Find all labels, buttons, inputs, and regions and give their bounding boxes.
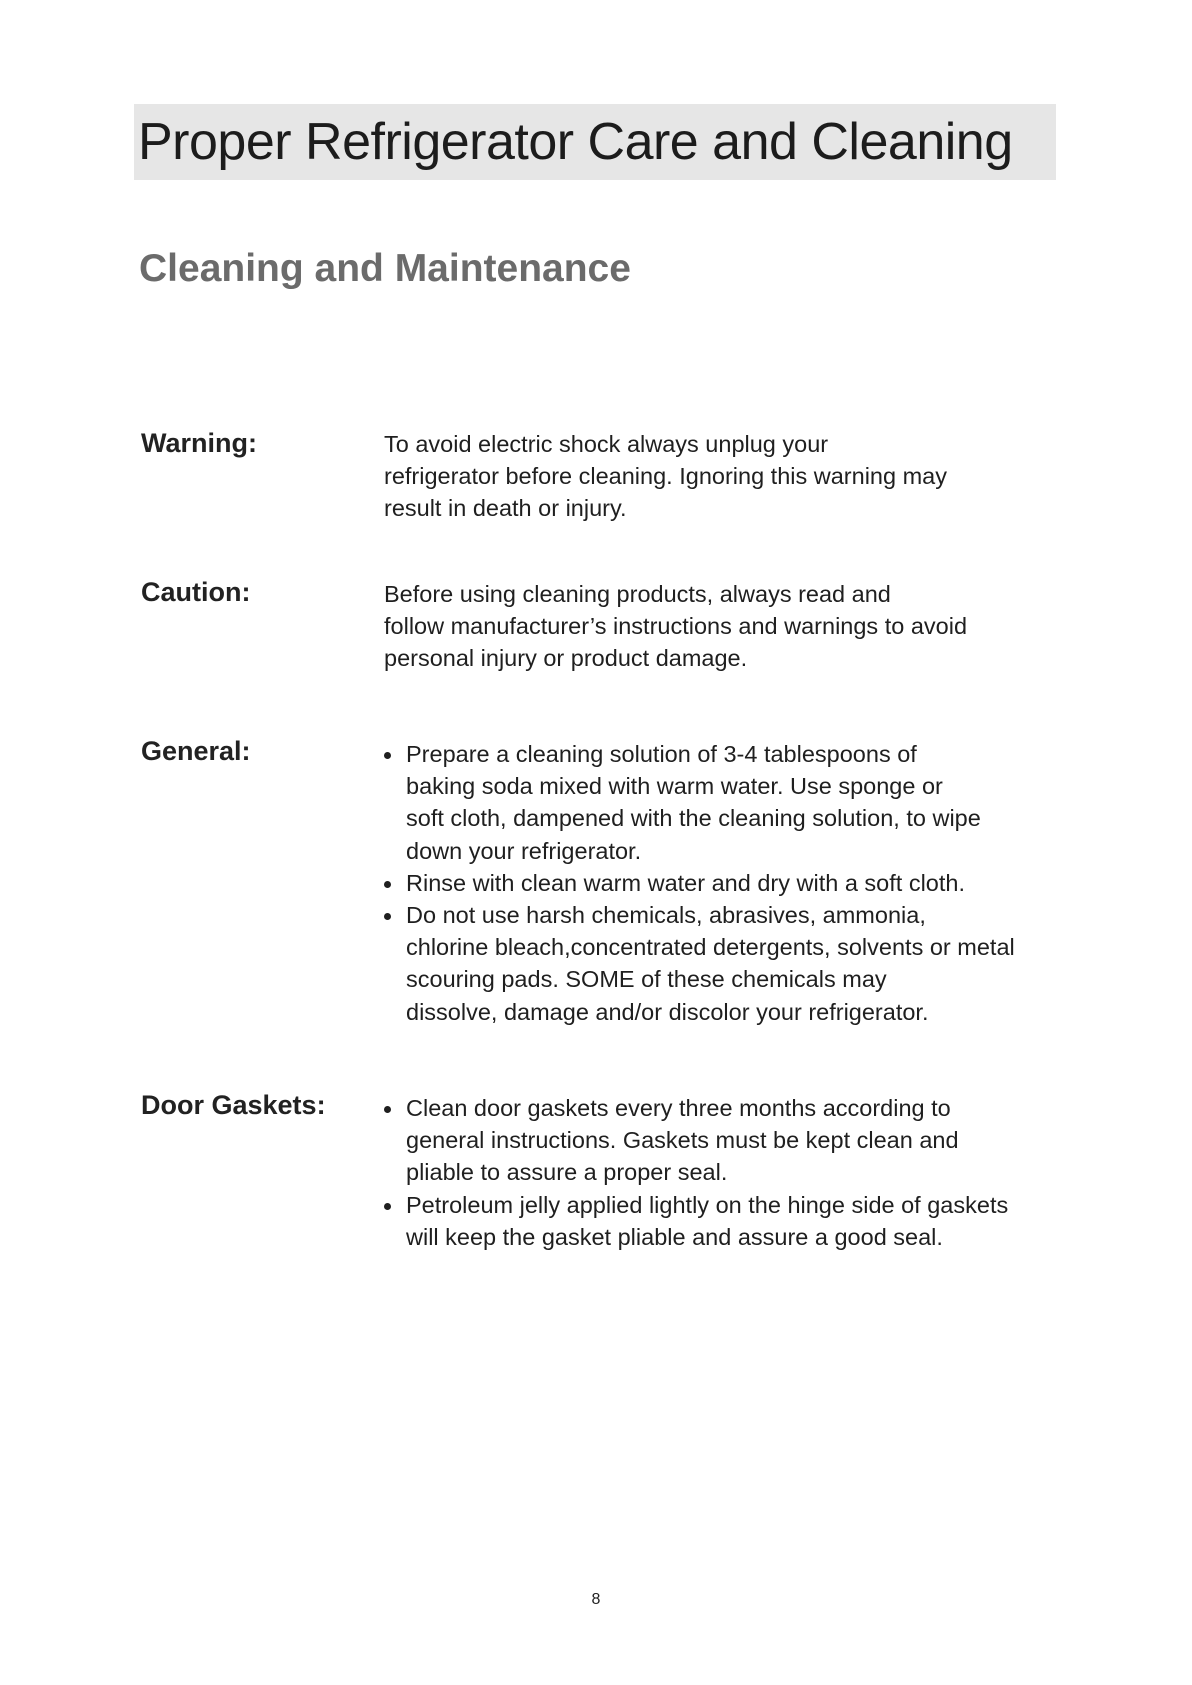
caution-line: personal injury or product damage.: [384, 645, 748, 672]
bullet-icon: [384, 1203, 391, 1210]
warning-line: refrigerator before cleaning. Ignoring this warning may: [384, 463, 947, 490]
list-item-line: baking soda mixed with warm water. Use sponge or: [406, 773, 943, 800]
list-item-line: will keep the gasket pliable and assure a good seal.: [406, 1223, 943, 1250]
caution-line: Before using cleaning products, always read and: [384, 581, 891, 607]
list-item-line: pliable to assure a proper seal.: [406, 1159, 728, 1186]
list-item-line: Rinse with clean warm water and dry with a soft cloth.: [406, 869, 966, 896]
caution-text: [384, 578, 967, 675]
list-item-line: Do not use harsh chemicals, abrasives, ammonia,: [406, 902, 926, 929]
warning-line: To avoid electric shock always unplug your: [384, 431, 829, 457]
door-gaskets-label: Door Gaskets:: [141, 1090, 326, 1120]
section-title: Cleaning and Maintenance: [139, 247, 631, 290]
general-bullet-list: [384, 738, 1015, 1028]
list-item-line: general instructions. Gaskets must be kept clean and: [406, 1127, 959, 1154]
list-item-line: Petroleum jelly applied lightly on the hinge side of gaskets: [406, 1191, 1009, 1218]
bullet-icon: [384, 752, 391, 759]
warning-line: result in death or injury.: [384, 495, 627, 522]
page-title: Proper Refrigerator Care and Cleaning: [138, 113, 1013, 171]
list-item: [384, 1092, 1008, 1189]
list-item-line: Clean door gaskets every three months according to: [406, 1095, 951, 1121]
list-item: [384, 1189, 1008, 1253]
bullet-icon: [384, 1106, 391, 1113]
warning-label: Warning:: [141, 428, 257, 458]
list-item: [384, 867, 1015, 899]
list-item-line: down your refrigerator.: [406, 837, 642, 864]
list-item-line: soft cloth, dampened with the cleaning solution, to wipe: [406, 805, 981, 832]
bullet-icon: [384, 881, 391, 888]
door-gaskets-bullet-list: [384, 1092, 1008, 1253]
page-title-bar: [134, 104, 1056, 180]
general-label: General:: [141, 736, 251, 766]
list-item-line: scouring pads. SOME of these chemicals may: [406, 966, 887, 993]
page-number: 8: [591, 1591, 601, 1608]
list-item: [384, 738, 1015, 867]
list-item-line: chlorine bleach,concentrated detergents, solvents or metal: [406, 934, 1015, 961]
list-item-line: dissolve, damage and/or discolor your refrigerator.: [406, 998, 929, 1025]
caution-label: Caution:: [141, 577, 251, 607]
bullet-icon: [384, 913, 391, 920]
list-item-line: Prepare a cleaning solution of 3-4 tablespoons of: [406, 741, 917, 767]
list-item: [384, 899, 1015, 1028]
caution-line: follow manufacturer’s instructions and warnings to avoid: [384, 613, 968, 640]
warning-text: [384, 428, 947, 525]
